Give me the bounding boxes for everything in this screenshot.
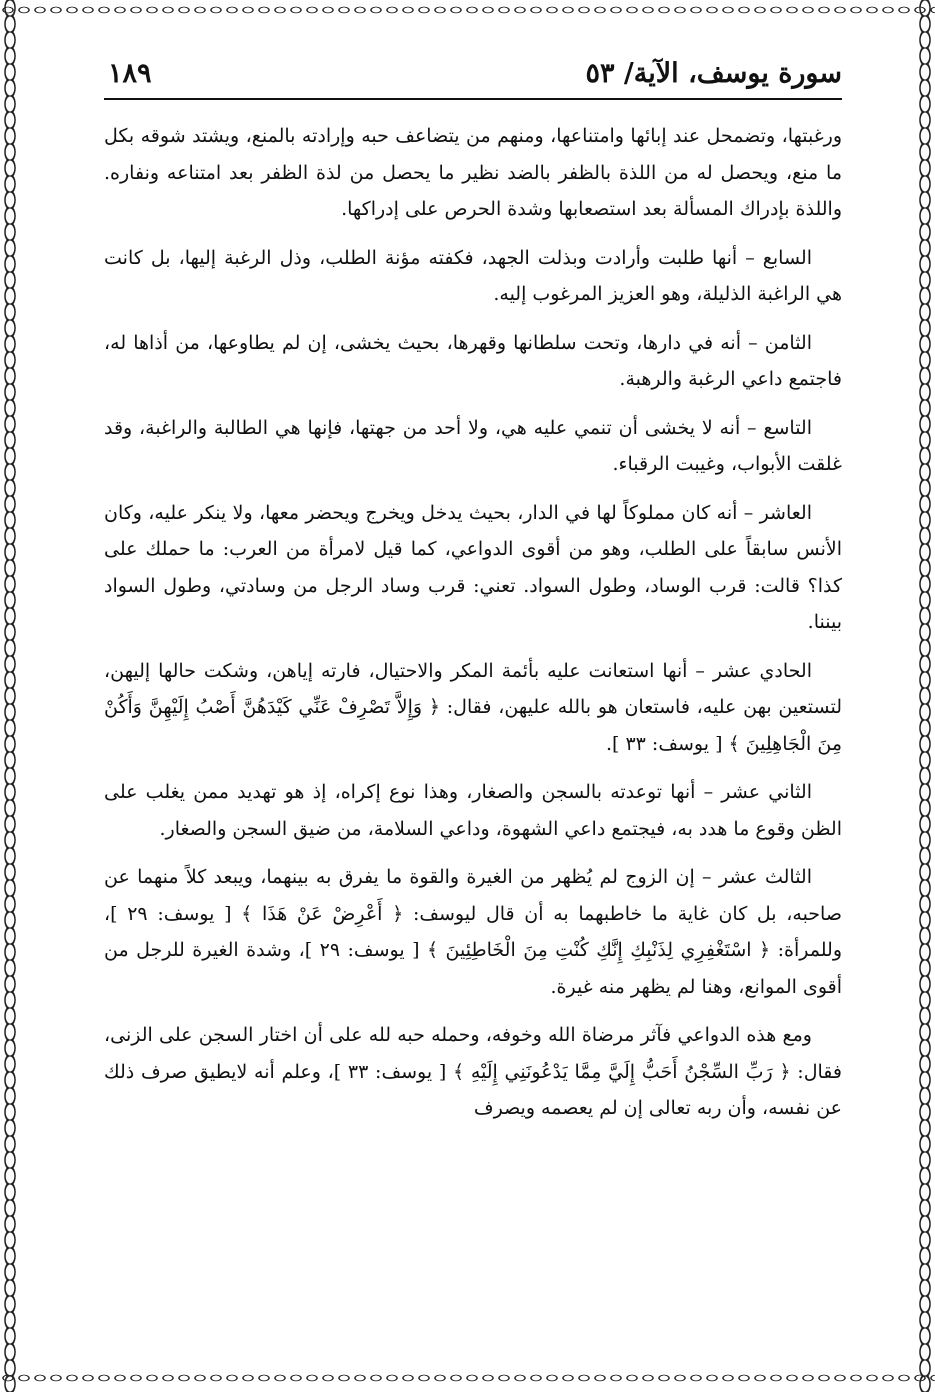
paragraph-5: العاشر – أنه كان مملوكاً لها في الدار، بحيث يدخل ويخرج ويحضر معها، ولا ينكر عليه، وكان الأنس سابقاً على الطلب، وهو من أقوى الدواعي، كما قيل لامرأة من العرب: ما حملك على كذا؟ قالت: قرب الوساد، وطول السواد. تعني: قرب وساد الرجل من وسادتي، وطول السواد بيننا.: [104, 501, 842, 633]
decorative-border-bottom: [0, 1372, 935, 1384]
page-body: [104, 118, 842, 1139]
decorative-border-right: [919, 0, 931, 1392]
paragraph-7: الثاني عشر – أنها توعدته بالسجن والصغار، وهذا نوع إكراه، إذ هو تهديد ممن يغلب على الظن وقوع ما هدد به، فيجتمع داعي الشهوة، وداعي السلامة، من ضيق السجن والصغار.: [104, 781, 842, 840]
paragraph-6: الحادي عشر – أنها استعانت عليه بأئمة المكر والاحتيال، فارته إياهن، وشكت حالها إليهن، لتستعين بهن عليه، فاستعان هو بالله عليهن، فقال: ﴿ وَإِلاَّ تَصْرِفْ عَنِّي كَيْدَهُنَّ أَصْبُ إِلَيْهِنَّ وَأَكُنْ مِنَ الْجَاهِلِينَ ﴾ [ يوسف: ٣٣ ].: [104, 659, 842, 755]
paragraph-1: ورغبتها، وتضمحل عند إبائها وامتناعها، ومنهم من يتضاعف حبه وإرادته بالمنع، ويشتد شوقه بكل ما منع، ويحصل له من اللذة بالظفر بالضد نظير ما يحصل من لذة الظفر بعد امتناعه ونفاره. واللذة بإدراك المسألة بعد استصعابها وشدة الحرص على إدراكها.: [104, 125, 842, 220]
paragraph-9: ومع هذه الدواعي فآثر مرضاة الله وخوفه، وحمله حبه لله على أن اختار السجن على الزنى، فقال: ﴿ رَبِّ السِّجْنُ أَحَبُّ إِلَيَّ مِمَّا يَدْعُونَنِي إِلَيْهِ ﴾ [ يوسف: ٣٣ ]، وعلم أنه لايطيق صرف ذلك عن نفسه، وأن ربه تعالى إن لم يعصمه ويصرف: [104, 1024, 842, 1119]
page-number: ١٨٩: [108, 58, 152, 89]
paragraph-2: السابع – أنها طلبت وأرادت وبذلت الجهد، فكفته مؤنة الطلب، وذل الرغبة إليها، بل كانت هي الراغبة الذليلة، وهو العزيز المرغوب إليه.: [104, 246, 842, 305]
paragraph-3: الثامن – أنه في دارها، وتحت سلطانها وقهرها، بحيث يخشى، إن لم يطاوعها، من أذاها له، فاجتمع داعي الرغبة والرهبة.: [104, 331, 842, 390]
paragraph-8: الثالث عشر – إن الزوج لم يُظهر من الغيرة والقوة ما يفرق به بينهما، ويبعد كلاً منهما عن صاحبه، بل كان غاية ما خاطبهما به أن قال ليوسف: ﴿ أَعْرِضْ عَنْ هَذَا ﴾ [ يوسف: ٢٩ ]، وللمرأة: ﴿ اسْتَغْفِرِي لِذَنْبِكِ إِنَّكِ كُنْتِ مِنَ الْخَاطِئِينَ ﴾ [ يوسف: ٢٩ ]، وشدة الغيرة للرجل من أقوى الموانع، وهنا لم يظهر منه غيرة.: [104, 866, 842, 998]
running-title: سورة يوسف، الآية/ ٥٣: [585, 58, 842, 89]
page-header: [104, 52, 842, 100]
paragraph-4: التاسع – أنه لا يخشى أن تنمي عليه هي، ولا أحد من جهتها، فإنها هي الطالبة والراغبة، وقد غلقت الأبواب، وغيبت الرقباء.: [104, 416, 842, 475]
decorative-border-top: [0, 4, 935, 16]
decorative-border-left: [4, 0, 16, 1392]
